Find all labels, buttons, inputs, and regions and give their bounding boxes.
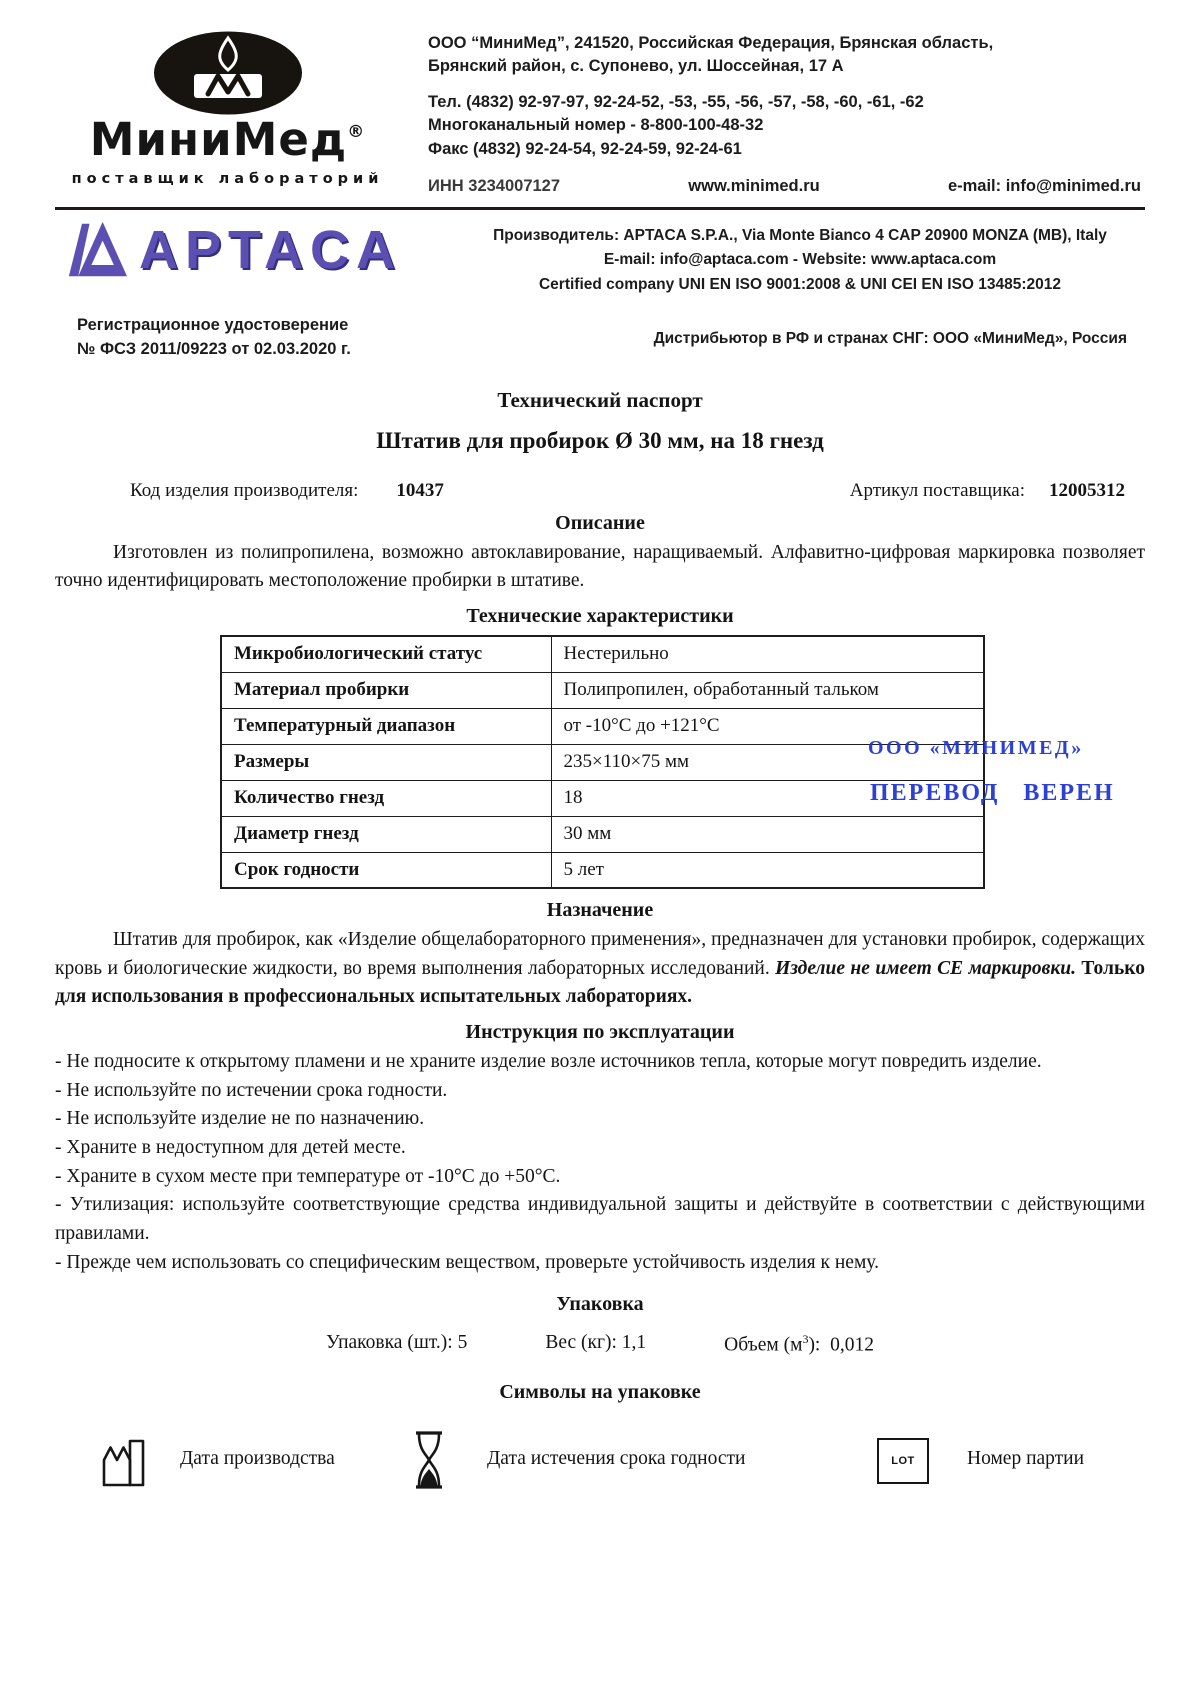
- aptaca-logo: [55, 216, 455, 280]
- table-row: [221, 636, 984, 672]
- distributor-line: Дистрибьютор в РФ и странах СНГ: ООО «МиниМед», Россия: [653, 329, 1127, 347]
- aptaca-contacts-line: E-mail: info@aptaca.com - Website: www.aptaca.com: [603, 251, 997, 269]
- spec-label: Размеры: [221, 744, 551, 780]
- spec-label: Температурный диапазон: [221, 708, 551, 744]
- spec-label: Срок годности: [221, 852, 551, 888]
- spec-value: 30 мм: [551, 816, 984, 852]
- codes-row: [55, 480, 1145, 502]
- factory-icon: [100, 1434, 148, 1488]
- factory-symbol-label: Дата производства: [180, 1447, 335, 1469]
- specs-table: [220, 635, 985, 889]
- fax-line: Факс (4832) 92-24-54, 92-24-59, 92-24-61: [428, 139, 742, 158]
- brand-name: [55, 113, 400, 166]
- packaging-volume-value: 0,012: [830, 1334, 874, 1356]
- lot-symbol-label: Номер партии: [967, 1447, 1085, 1469]
- inn-row: [428, 175, 1145, 198]
- manufacturer-code-pair: [130, 480, 444, 502]
- list-item: - Храните в недоступном для детей месте.: [55, 1137, 406, 1159]
- lot-icon: [877, 1438, 929, 1484]
- spec-label: Количество гнезд: [221, 780, 551, 816]
- list-item: - Утилизация: используйте соответствующие средства индивидуальной защиты и действуйте в соответствии с действующими правилами.: [55, 1194, 1145, 1245]
- manufacturer-line: Производитель: APTACA S.P.A., Via Monte Bianco 4 CAP 20900 MONZA (MB), Italy: [493, 226, 1107, 244]
- header: [55, 26, 1145, 199]
- packaging-heading: Упаковка: [556, 1293, 644, 1316]
- spec-label: Диаметр гнезд: [221, 816, 551, 852]
- supplier-code-value: 12005312: [1049, 479, 1125, 501]
- address-line-2: Брянский район, с. Супонево, ул. Шоссейная, 17 А: [428, 57, 844, 76]
- spec-label: Материал пробирки: [221, 672, 551, 708]
- address-line-1: ООО “МиниМед”, 241520, Российская Федерация, Брянская область,: [428, 34, 994, 52]
- list-item: - Не подносите к открытому пламени и не храните изделие возле источников тепла, которые могут повредить изделие.: [55, 1051, 1042, 1073]
- packaging-qty: [326, 1332, 467, 1357]
- aptaca-emblem-icon: [67, 220, 127, 280]
- packaging-volume-label-end: ):: [808, 1334, 821, 1356]
- list-item: - Не используйте по истечении срока годности.: [55, 1079, 448, 1101]
- description-heading: Описание: [555, 511, 645, 534]
- brand-tagline: поставщик лабораторий: [71, 171, 384, 188]
- spec-value: от -10°С до +121°С: [551, 708, 984, 744]
- packaging-row: [55, 1332, 1145, 1357]
- purpose-text-normal: Штатив для пробирок, как «Изделие общелабораторного применения», предназначен для установки пробирок, содержащих кровь и биологические жидкости, во время выполнения лабораторных исследований.: [55, 929, 1145, 979]
- aptaca-wordmark: APTACA: [139, 219, 402, 280]
- list-item: - Прежде чем использовать со специфическим веществом, проверьте устойчивость изделия к нему.: [55, 1251, 879, 1273]
- translation-stamp-verified: ПЕРЕВОД ВЕРЕН: [870, 780, 1115, 806]
- symbols-row: [55, 1422, 1145, 1542]
- spec-value: 18: [551, 780, 984, 816]
- certified-line: Certified company UNI EN ISO 9001:2008 & UNI CEI EN ISO 13485:2012: [538, 276, 1062, 294]
- lot-icon-text: LOT: [891, 1454, 915, 1467]
- manufacturer-code-label: Код изделия производителя:: [130, 479, 359, 501]
- packaging-qty-label: Упаковка (шт.):: [326, 1332, 453, 1354]
- spec-label: Микробиологический статус: [221, 636, 551, 672]
- document-title: Технический паспорт: [497, 387, 703, 412]
- table-row: [221, 816, 984, 852]
- hourglass-icon: [413, 1430, 445, 1490]
- website-link: www.minimed.ru: [688, 177, 820, 196]
- aptaca-section: [55, 216, 1145, 298]
- supplier-code-label: Артикул поставщика:: [849, 479, 1025, 501]
- registered-mark: ®: [347, 122, 366, 142]
- instructions-heading: Инструкция по эксплуатации: [465, 1021, 735, 1044]
- header-divider: [55, 207, 1145, 210]
- phone-line-1: Тел. (4832) 92-97-97, 92-24-52, -53, -55, -56, -57, -58, -60, -61, -62: [428, 92, 924, 111]
- minimed-candle-icon: [152, 30, 304, 116]
- table-row: [221, 852, 984, 888]
- purpose-text-ce-note: Изделие не имеет СЕ маркировки.: [775, 957, 1076, 979]
- symbols-heading: Символы на упаковке: [499, 1380, 701, 1403]
- inn-number: ИНН 3234007127: [428, 177, 561, 196]
- supplier-code-pair: [850, 480, 1125, 502]
- aptaca-info: [455, 216, 1145, 298]
- packaging-weight-label: Вес (кг):: [545, 1332, 617, 1354]
- packaging-volume-sup: 3: [802, 1332, 809, 1347]
- registration-certificate: [55, 314, 351, 362]
- packaging-weight-value: 1,1: [621, 1332, 647, 1354]
- description-text: Изготовлен из полипропилена, возможно автоклавирование, наращиваемый. Алфавитно-цифровая маркировка позволяет точно идентифицировать местоположение пробирки в штативе.: [55, 541, 1145, 592]
- purpose-text-lab-note: Только для использования в профессиональных испытательных лабораториях.: [55, 957, 1145, 1007]
- email-link: e-mail: info@minimed.ru: [947, 177, 1141, 196]
- packaging-weight: [545, 1332, 646, 1357]
- packaging-qty-value: 5: [457, 1332, 468, 1354]
- purpose-heading: Назначение: [546, 899, 654, 922]
- registration-line-1: Регистрационное удостоверение: [77, 315, 349, 334]
- spec-value: 235×110×75 мм: [551, 744, 984, 780]
- translation-stamp-company: ООО «МИНИМЕД»: [868, 737, 1084, 759]
- purpose-text: [55, 926, 1145, 1011]
- minimed-logo: [55, 26, 400, 199]
- brand-text: МиниМед: [89, 113, 348, 166]
- product-title: Штатив для пробирок Ø 30 мм, на 18 гнезд: [376, 427, 824, 453]
- registration-row: [55, 314, 1145, 362]
- company-contacts: [400, 26, 1145, 199]
- list-item: - Храните в сухом месте при температуре от -10°С до +50°С.: [55, 1165, 561, 1187]
- packaging-volume: [724, 1332, 874, 1357]
- spec-value: 5 лет: [551, 852, 984, 888]
- manufacturer-code-value: 10437: [396, 479, 444, 501]
- table-row: [221, 672, 984, 708]
- hourglass-symbol-label: Дата истечения срока годности: [487, 1447, 746, 1469]
- phone-line-2: Многоканальный номер - 8-800-100-48-32: [428, 116, 764, 135]
- packaging-volume-label: Объем (м: [724, 1334, 803, 1356]
- list-item: - Не используйте изделие не по назначению.: [55, 1108, 425, 1130]
- instructions-list: [55, 1048, 1145, 1277]
- registration-line-2: № ФСЗ 2011/09223 от 02.03.2020 г.: [77, 339, 351, 358]
- spec-value: Нестерильно: [551, 636, 984, 672]
- specs-heading: Технические характеристики: [466, 605, 734, 628]
- spec-value: Полипропилен, обработанный тальком: [551, 672, 984, 708]
